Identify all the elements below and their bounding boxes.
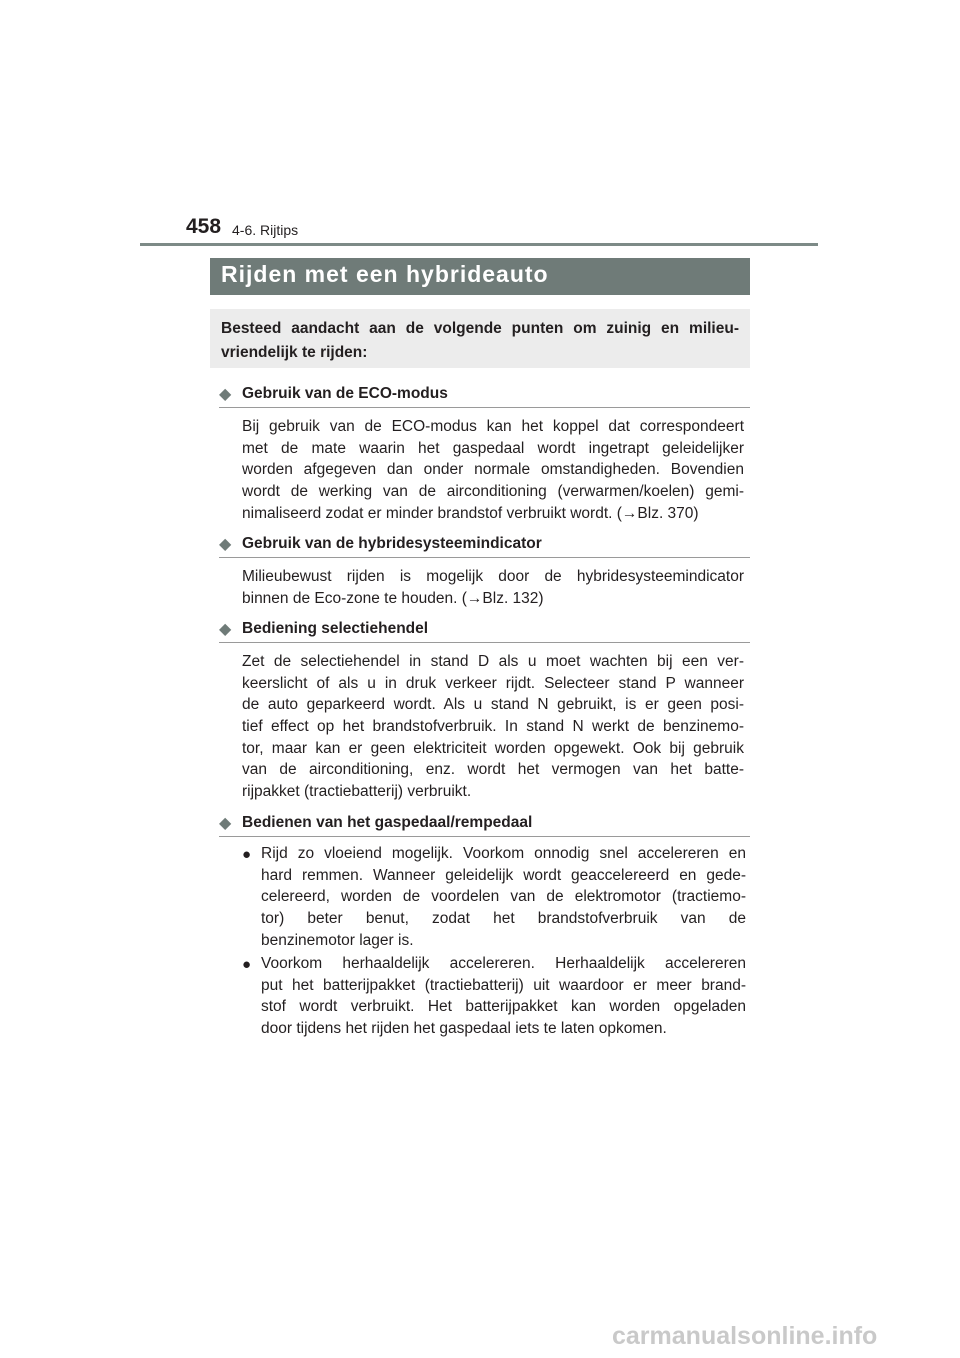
section-heading-hybrid-indicator bbox=[219, 533, 750, 558]
text-line: door tijdens het rijden het gaspedaal iets te laten opkomen. bbox=[261, 1020, 667, 1038]
text-line: Voorkom herhaaldelijk accelereren. Herhaaldelijk accelereren bbox=[261, 955, 746, 972]
text-line: rijpakket (tractiebatterij) verbruikt. bbox=[242, 783, 472, 801]
text-line: Zet de selectiehendel in stand D als u moet wachten bij een ver- bbox=[242, 653, 744, 670]
text-line: put het batterijpakket (tractiebatterij) uit waardoor er meer brand- bbox=[261, 976, 746, 994]
text-line: celereerd, worden de voordelen van de elektromotor (tractiemo- bbox=[261, 888, 746, 906]
page-title-bar bbox=[210, 258, 750, 295]
section-heading-pedals bbox=[219, 812, 750, 837]
text-line: benzinemotor lager is. bbox=[261, 931, 414, 949]
diamond-bullet-icon: ◆ bbox=[219, 386, 232, 403]
header-divider bbox=[140, 243, 818, 246]
section-body-hybrid-indicator bbox=[242, 566, 744, 609]
watermark: carmanualsonline.info bbox=[612, 1322, 878, 1350]
text-line: met de mate waarin het gaspedaal wordt ingetrapt geleidelijker bbox=[242, 439, 744, 457]
text-line: Rijd zo vloeiend mogelijk. Voorkom onnodig snel accelereren en bbox=[261, 845, 746, 862]
section-body-eco-mode bbox=[242, 416, 744, 524]
section-heading-text: Bedienen van het gaspedaal/rempedaal bbox=[242, 814, 533, 831]
intro-text bbox=[221, 317, 739, 365]
text-line: hard remmen. Wanneer geleidelijk wordt geaccelereerd en gede- bbox=[261, 866, 746, 884]
section-heading-text: Gebruik van de ECO-modus bbox=[242, 385, 448, 402]
section-heading-shift-lever bbox=[219, 618, 750, 643]
bullet-dot-icon: ● bbox=[242, 846, 252, 863]
text-line: tief effect op het brandstofverbruik. In stand N werkt de benzinemo- bbox=[242, 718, 744, 736]
bullet-text bbox=[261, 843, 746, 951]
section-heading-text: Bediening selectiehendel bbox=[242, 620, 429, 637]
section-heading-text: Gebruik van de hybridesysteemindicator bbox=[242, 535, 542, 552]
section-body-shift-lever bbox=[242, 651, 744, 803]
diamond-bullet-icon: ◆ bbox=[219, 815, 232, 832]
text-line: Milieubewust rijden is mogelijk door de hybridesysteemindicator bbox=[242, 568, 744, 585]
text-line: binnen de Eco-zone te houden. (→Blz. 132) bbox=[242, 589, 544, 607]
page-title: Rijden met een hybrideauto bbox=[221, 261, 549, 287]
text-line: worden afgegeven dan onder normale omstandigheden. Bovendien bbox=[242, 461, 744, 479]
bullet-text bbox=[261, 953, 746, 1040]
intro-line-1: Besteed aandacht aan de volgende punten om zuinig en milieu- bbox=[221, 320, 739, 337]
section-label: 4-6. Rijtips bbox=[232, 222, 299, 238]
section-heading-eco-mode bbox=[219, 383, 750, 408]
text-line: tor) beter benut, zodat het brandstofverbruik van de bbox=[261, 910, 746, 928]
text-line: wordt de werking van de airconditioning (verwarmen/koelen) gemi- bbox=[242, 483, 744, 501]
page-number: 458 bbox=[186, 215, 222, 238]
text-line: nimaliseerd zodat er minder brandstof verbruikt wordt. (→Blz. 370) bbox=[242, 504, 699, 522]
text-line: Bij gebruik van de ECO-modus kan het koppel dat correspondeert bbox=[242, 418, 744, 435]
text-line: tor, maar kan er geen elektriciteit worden opgewekt. Ook bij gebruik bbox=[242, 739, 744, 757]
text-line: van de airconditioning, enz. wordt het vermogen van het batte- bbox=[242, 761, 744, 779]
bullet-dot-icon: ● bbox=[242, 956, 252, 973]
text-line: de auto geparkeerd wordt. Als u stand N gebruikt, is er geen posi- bbox=[242, 696, 744, 714]
text-line: keerslicht of als u in druk verkeer rijdt. Selecteer stand P wanneer bbox=[242, 674, 744, 692]
diamond-bullet-icon: ◆ bbox=[219, 621, 232, 638]
intro-line-2: vriendelijk te rijden: bbox=[221, 344, 368, 361]
intro-box bbox=[210, 309, 750, 368]
text-line: stof wordt verbruikt. Het batterijpakket kan worden opgeladen bbox=[261, 998, 746, 1016]
diamond-bullet-icon: ◆ bbox=[219, 536, 232, 553]
